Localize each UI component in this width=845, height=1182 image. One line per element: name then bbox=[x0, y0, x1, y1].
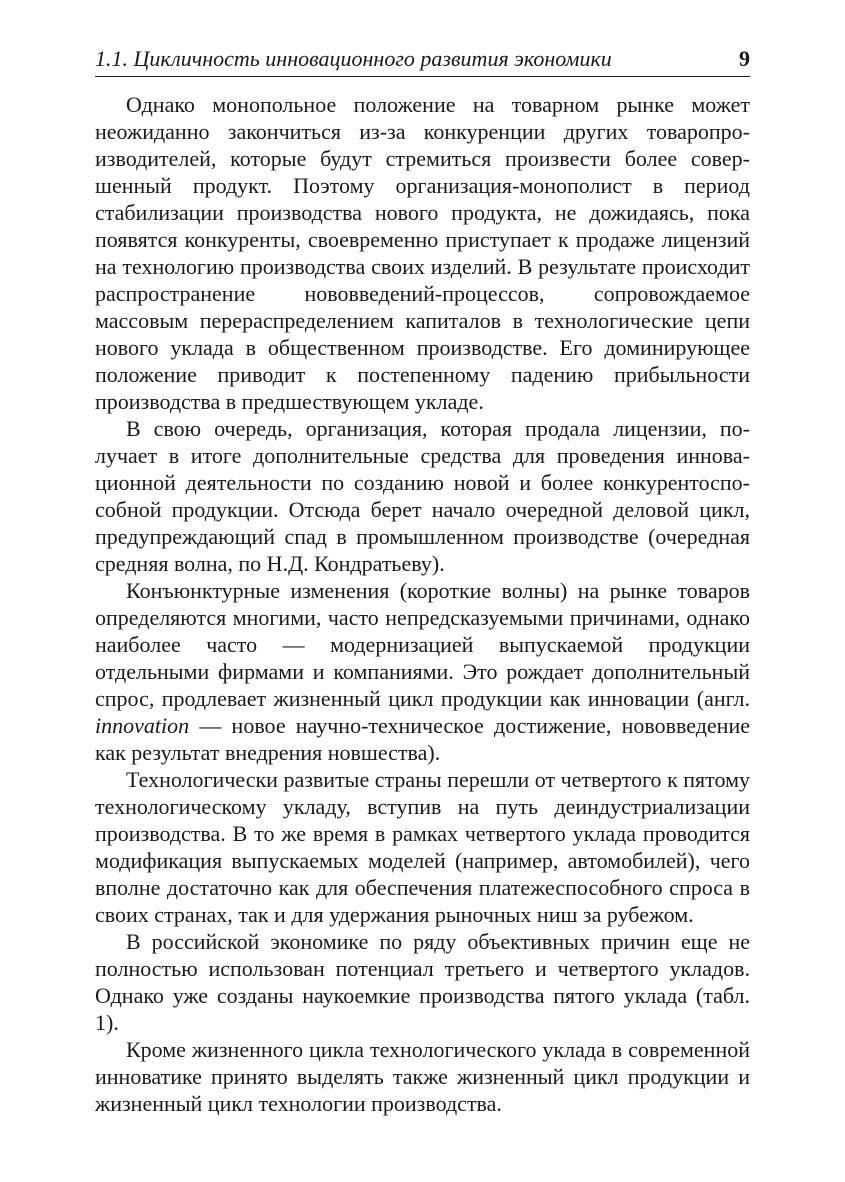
paragraph-1: Однако монопольное положение на товарном рынке может неожиданно закончиться из-за конкуренции других товаропроизводителей, которые будут стремиться произвести более совершенный продукт. Поэтому организация-монополист в период стабилизации производства нового продукта, не дожидаясь, пока появятся конкуренты, своевременно приступает к продаже лицензий на технологию производства своих изделий. В результате происходит распространение нововведений-процессов, сопровождаемое массовым перераспределением капиталов в технологические цепи нового уклада в общественном производстве. Его доминирующее положение приводит к постепенному падению прибыльности производства в предшествующем укладе. bbox=[95, 92, 750, 414]
page-number: 9 bbox=[739, 46, 750, 71]
paragraph-4: Технологически развитые страны перешли от четвертого к пятому технологическому укладу, вступив на путь деиндустриализации производства. В то же время в рамках четвертого уклада проводится модификация выпускаемых моделей (например, автомобилей), чего вполне достаточно как для обеспечения платежеспособного спроса в своих странах, так и для удержания рыночных ниш за рубежом. bbox=[95, 767, 750, 927]
paragraph-3 bbox=[95, 577, 750, 766]
running-title: 1.1. Цикличность инновационного развития экономики bbox=[95, 46, 612, 71]
running-header bbox=[95, 44, 750, 77]
body-text bbox=[95, 91, 750, 1117]
italic-term: innovation bbox=[95, 713, 190, 738]
paragraph-3-text-after: — новое научно-техническое достижение, нововведение как результат внедрения новшества). bbox=[95, 713, 750, 765]
paragraph-3-text-before: Конъюнктурные изменения (короткие волны) на рынке товаров определяются многими, часто непредсказуемыми причинами, однако наиболее часто — модернизацией выпускаемой продукции отдельными фирмами и компаниями. Это рождает дополнительный спрос, продлевает жизненный цикл продукции как инновации (англ. bbox=[95, 578, 750, 711]
paragraph-5: В российской экономике по ряду объективных причин еще не полностью использован потенциал третьего и четвертого укладов. Однако уже созданы наукоемкие производства пятого уклада (табл. 1). bbox=[95, 929, 750, 1035]
paragraph-2: В свою очередь, организация, которая продала лицензии, получает в итоге дополнительные средства для проведения инновационной деятельности по созданию новой и более конкурентоспособной продукции. Отсюда берет начало очередной деловой цикл, предупреждающий спад в промышленном производстве (очередная средняя волна, по Н.Д. Кондратьеву). bbox=[95, 416, 750, 576]
paragraph-6: Кроме жизненного цикла технологического уклада в современной инноватике принято выделять также жизненный цикл продукции и жизненный цикл технологии производства. bbox=[95, 1037, 750, 1116]
